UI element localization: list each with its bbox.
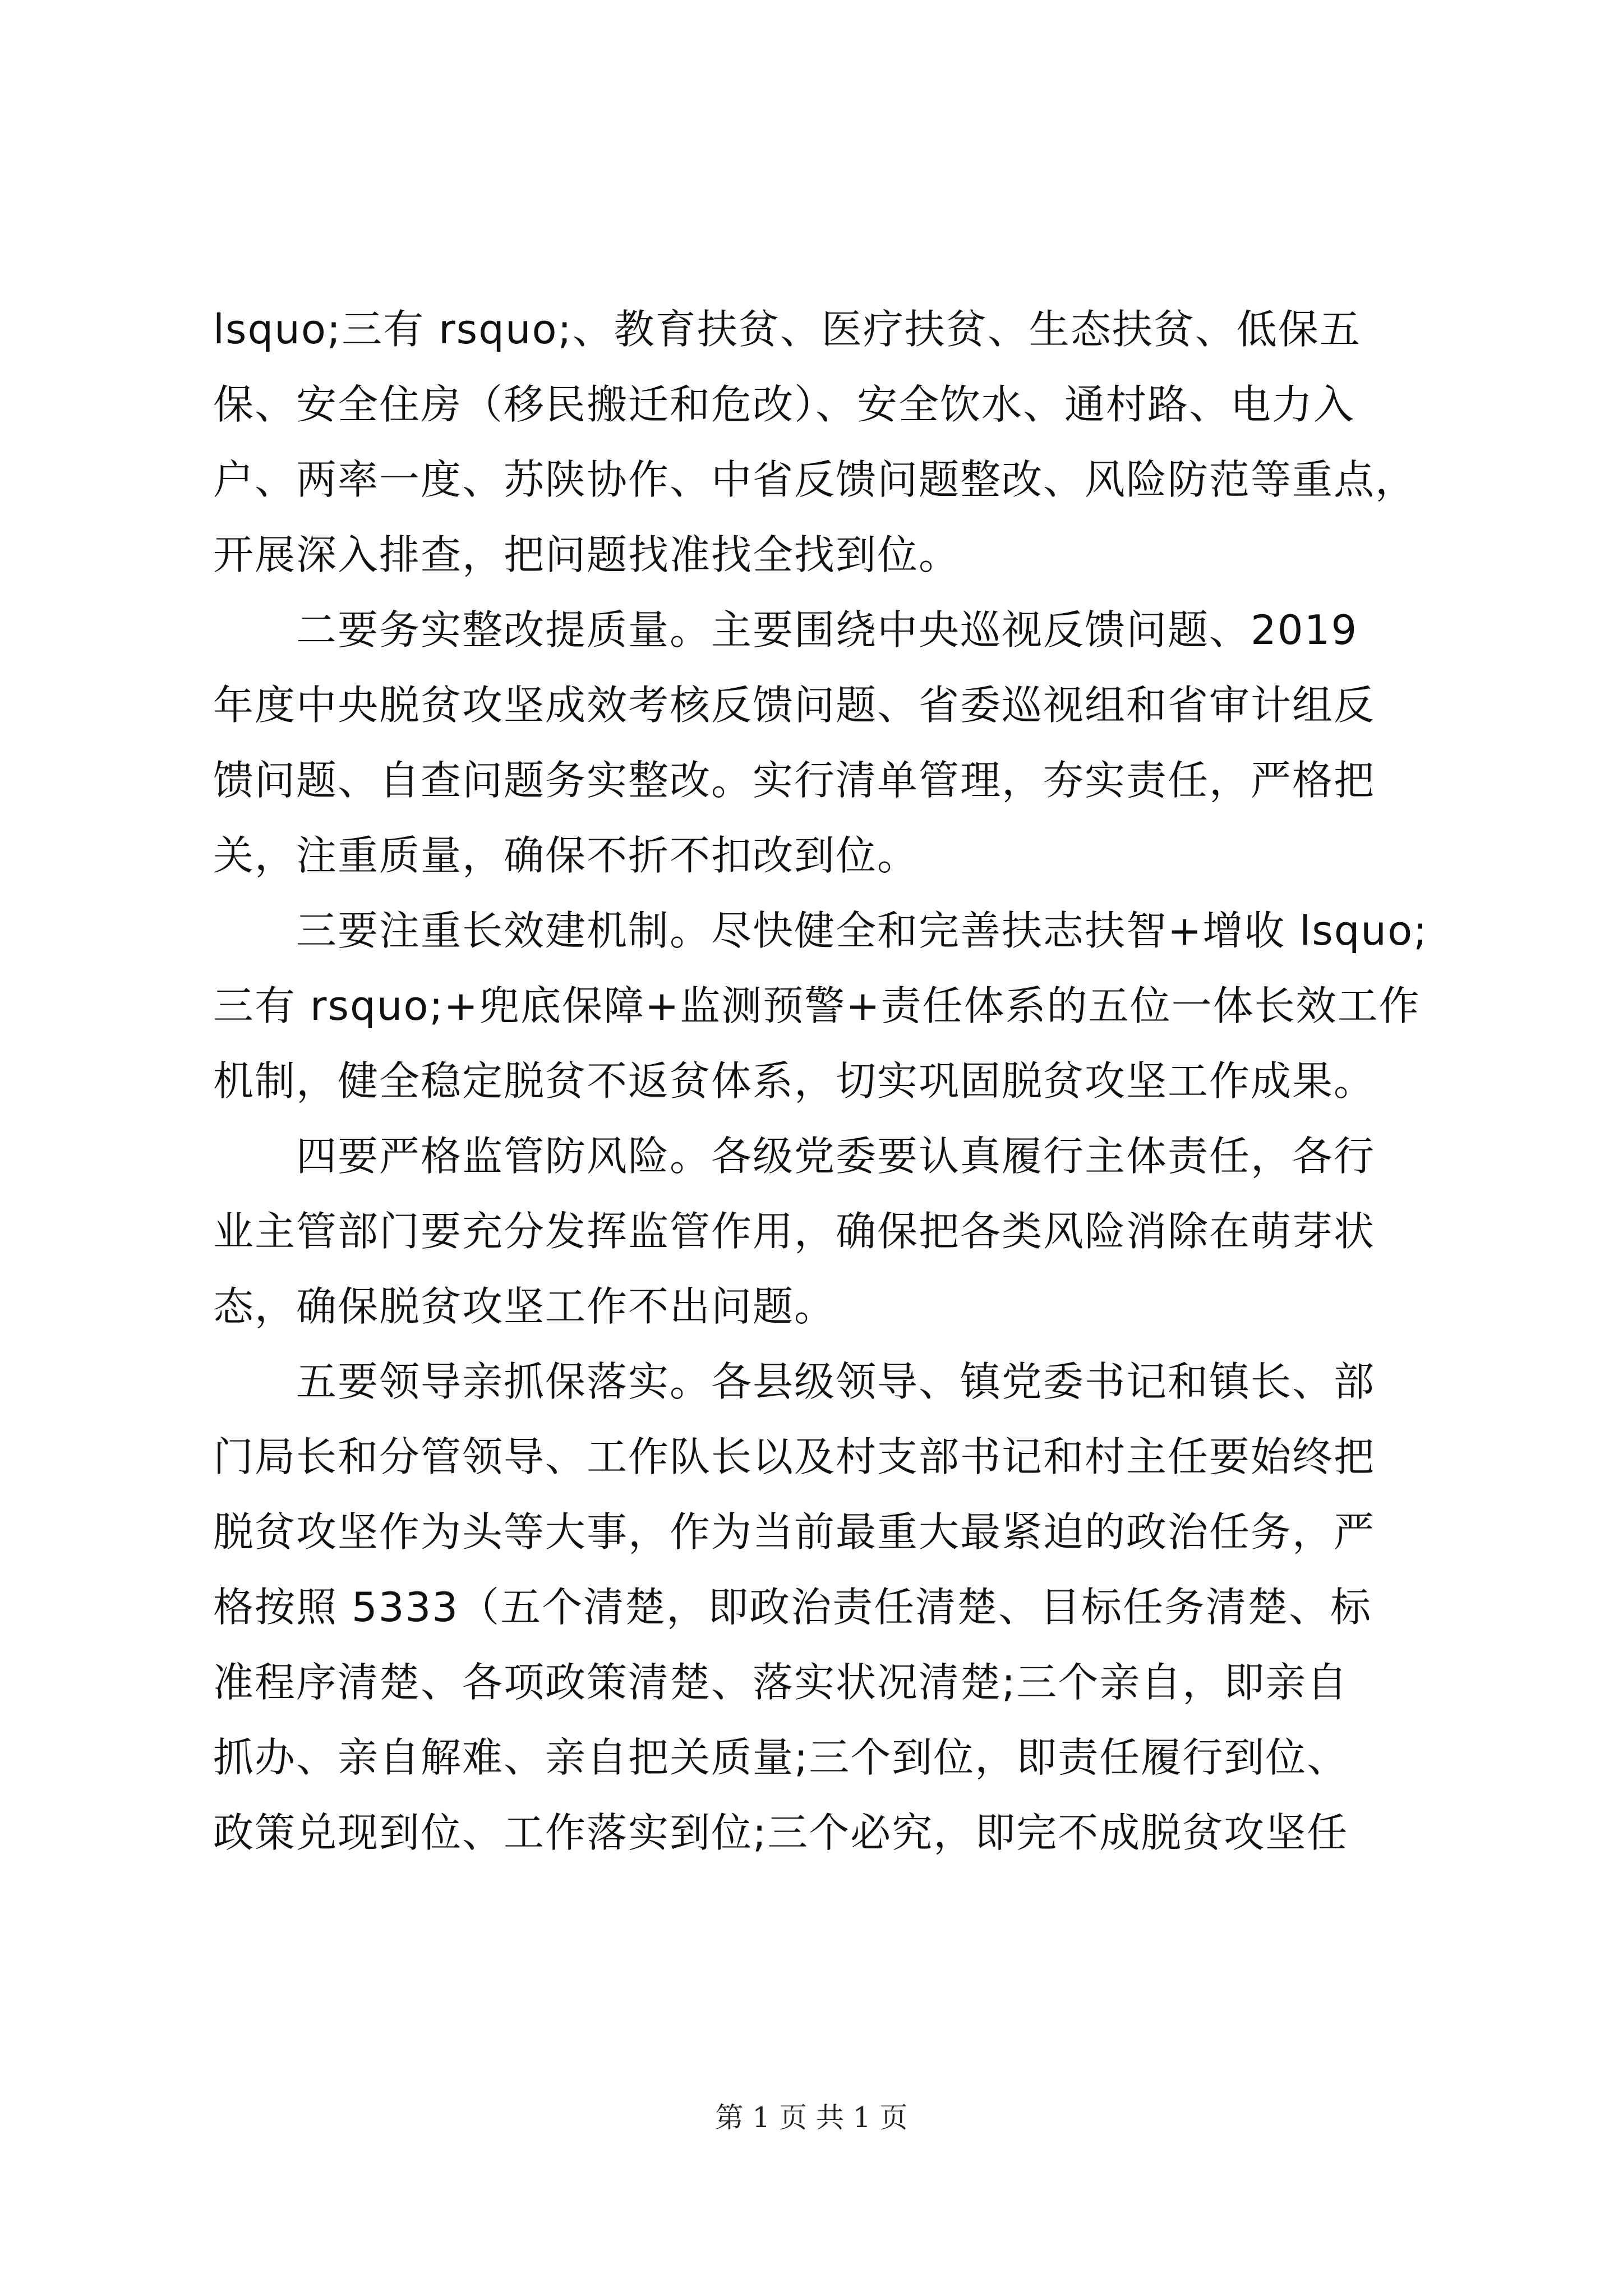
text-line: 三有 rsquo;+兜底保障+监测预警+责任体系的五位一体长效工作 bbox=[213, 982, 1421, 1029]
text-line: 三要注重长效建机制。尽快健全和完善扶志扶智+增收 lsquo; bbox=[213, 907, 1428, 954]
text-line: 抓办、亲自解难、亲自把关质量;三个到位，即责任履行到位、 bbox=[213, 1734, 1349, 1781]
text-line: 馈问题、自查问题务实整改。实行清单管理，夯实责任，严格把 bbox=[213, 757, 1376, 804]
text-line: 二要务实整改提质量。主要围绕中央巡视反馈问题、2019 bbox=[213, 606, 1358, 654]
text-line: 开展深入排查，把问题找准找全找到位。 bbox=[213, 531, 961, 578]
page-footer bbox=[0, 2098, 1623, 2137]
text-line: 态，确保脱贫攻坚工作不出问题。 bbox=[213, 1283, 836, 1330]
text-line: lsquo;三有 rsquo;、教育扶贫、医疗扶贫、生态扶贫、低保五 bbox=[213, 306, 1361, 353]
text-line: 准程序清楚、各项政策清楚、落实状况清楚;三个亲自，即亲自 bbox=[213, 1659, 1349, 1706]
text-line: 脱贫攻坚作为头等大事，作为当前最重大最紧迫的政治任务，严 bbox=[213, 1508, 1376, 1556]
text-line: 四要严格监管防风险。各级党委要认真履行主体责任，各行 bbox=[213, 1133, 1376, 1180]
text-line: 年度中央脱贫攻坚成效考核反馈问题、省委巡视组和省审计组反 bbox=[213, 682, 1376, 729]
text-line: 门局长和分管领导、工作队长以及村支部书记和村主任要始终把 bbox=[213, 1433, 1376, 1480]
text-line: 保、安全住房（移民搬迁和危改）、安全饮水、通村路、电力入 bbox=[213, 381, 1355, 428]
text-line: 格按照 5333（五个清楚，即政治责任清楚、目标任务清楚、标 bbox=[213, 1584, 1372, 1631]
page-number-label: 第 1 页 共 1 页 bbox=[715, 2101, 908, 2134]
text-line: 政策兑现到位、工作落实到位;三个必究，即完不成脱贫攻坚任 bbox=[213, 1809, 1349, 1856]
text-line: 业主管部门要充分发挥监管作用，确保把各类风险消除在萌芽状 bbox=[213, 1208, 1376, 1255]
text-line: 户、两率一度、苏陕协作、中省反馈问题整改、风险防范等重点， bbox=[213, 456, 1417, 503]
text-line: 五要领导亲抓保落实。各县级领导、镇党委书记和镇长、部 bbox=[213, 1358, 1376, 1405]
document-body bbox=[213, 292, 1436, 1870]
text-line: 关，注重质量，确保不折不扣改到位。 bbox=[213, 832, 919, 879]
text-line: 机制，健全稳定脱贫不返贫体系，切实巩固脱贫攻坚工作成果。 bbox=[213, 1057, 1376, 1105]
